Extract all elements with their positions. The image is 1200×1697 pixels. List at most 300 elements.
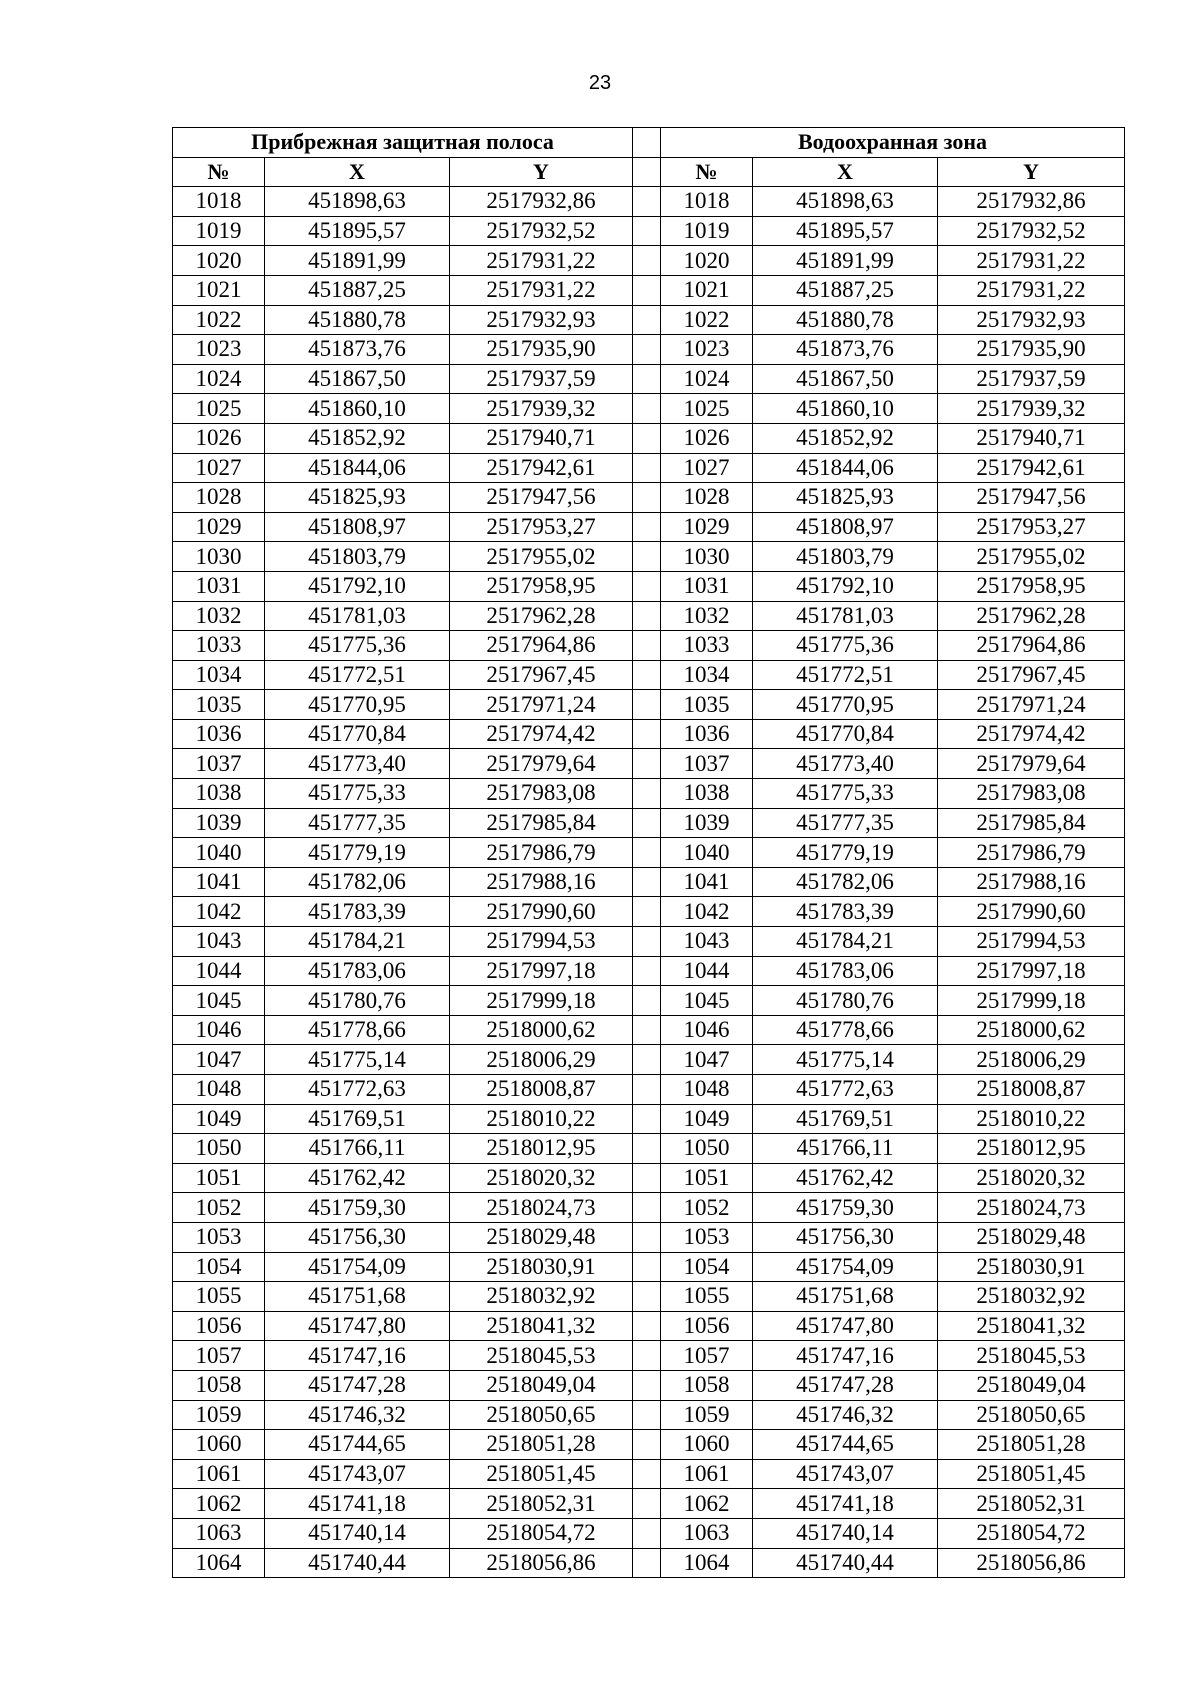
- right-number-cell: 1045: [661, 986, 753, 1016]
- column-gap: [633, 1341, 661, 1371]
- left-y-cell: 2517955,02: [450, 542, 633, 572]
- left-y-cell: 2518032,92: [450, 1282, 633, 1312]
- column-gap: [633, 305, 661, 335]
- left-y-cell: 2518010,22: [450, 1104, 633, 1134]
- right-number-cell: 1056: [661, 1311, 753, 1341]
- left-number-cell: 1023: [173, 335, 265, 365]
- right-number-cell: 1057: [661, 1341, 753, 1371]
- right-number-cell: 1055: [661, 1282, 753, 1312]
- table-row: [173, 571, 1125, 601]
- right-y-cell: 2518006,29: [938, 1045, 1125, 1075]
- column-gap: [633, 601, 661, 631]
- right-y-cell: 2517947,56: [938, 483, 1125, 513]
- left-x-cell: 451880,78: [265, 305, 450, 335]
- table-row: [173, 542, 1125, 572]
- right-number-cell: 1054: [661, 1252, 753, 1282]
- left-x-cell: 451887,25: [265, 275, 450, 305]
- table-row: [173, 1015, 1125, 1045]
- left-y-cell: 2517967,45: [450, 660, 633, 690]
- table-row: [173, 1222, 1125, 1252]
- left-x-cell: 451777,35: [265, 808, 450, 838]
- left-x-cell: 451744,65: [265, 1430, 450, 1460]
- right-x-cell: 451792,10: [753, 571, 938, 601]
- left-number-cell: 1029: [173, 512, 265, 542]
- left-y-cell: 2518052,31: [450, 1489, 633, 1519]
- right-y-cell: 2517931,22: [938, 275, 1125, 305]
- right-number-cell: 1043: [661, 927, 753, 957]
- column-gap: [633, 394, 661, 424]
- left-x-cell: 451766,11: [265, 1134, 450, 1164]
- left-x-cell: 451770,84: [265, 719, 450, 749]
- column-gap: [633, 808, 661, 838]
- left-y-cell: 2518056,86: [450, 1548, 633, 1578]
- right-number-cell: 1025: [661, 394, 753, 424]
- right-x-cell: 451740,44: [753, 1548, 938, 1578]
- table-row: [173, 1163, 1125, 1193]
- right-x-cell: 451772,63: [753, 1075, 938, 1105]
- left-y-cell: 2517971,24: [450, 690, 633, 720]
- right-x-cell: 451756,30: [753, 1222, 938, 1252]
- right-y-cell: 2518010,22: [938, 1104, 1125, 1134]
- right-y-cell: 2518056,86: [938, 1548, 1125, 1578]
- right-y-cell: 2517964,86: [938, 631, 1125, 661]
- left-number-cell: 1030: [173, 542, 265, 572]
- left-y-cell: 2517979,64: [450, 749, 633, 779]
- table-row: [173, 335, 1125, 365]
- left-number-cell: 1038: [173, 779, 265, 809]
- column-gap: [633, 453, 661, 483]
- left-number-cell: 1052: [173, 1193, 265, 1223]
- left-x-cell: 451784,21: [265, 927, 450, 957]
- right-x-cell: 451778,66: [753, 1015, 938, 1045]
- right-y-cell: 2517967,45: [938, 660, 1125, 690]
- right-y-cell: 2517994,53: [938, 927, 1125, 957]
- table-row: [173, 1282, 1125, 1312]
- table-row: [173, 779, 1125, 809]
- column-gap: [633, 1548, 661, 1578]
- right-x-cell: 451759,30: [753, 1193, 938, 1223]
- column-gap: [633, 1075, 661, 1105]
- right-y-cell: 2518051,28: [938, 1430, 1125, 1460]
- right-y-cell: 2517932,86: [938, 187, 1125, 217]
- column-gap: [633, 867, 661, 897]
- left-number-cell: 1019: [173, 216, 265, 246]
- table-row: [173, 631, 1125, 661]
- column-gap: [633, 1282, 661, 1312]
- right-x-cell: 451740,14: [753, 1518, 938, 1548]
- column-gap: [633, 157, 661, 187]
- right-number-cell: 1049: [661, 1104, 753, 1134]
- right-number-cell: 1046: [661, 1015, 753, 1045]
- left-y-cell: 2517962,28: [450, 601, 633, 631]
- table-row: [173, 690, 1125, 720]
- table-row: [173, 512, 1125, 542]
- right-x-cell: 451777,35: [753, 808, 938, 838]
- right-x-cell: 451825,93: [753, 483, 938, 513]
- left-x-cell: 451781,03: [265, 601, 450, 631]
- left-x-cell: 451759,30: [265, 1193, 450, 1223]
- right-y-cell: 2517988,16: [938, 867, 1125, 897]
- coordinates-table: [172, 127, 1125, 1578]
- right-number-cell: 1059: [661, 1400, 753, 1430]
- right-x-cell: 451744,65: [753, 1430, 938, 1460]
- table-row: [173, 1370, 1125, 1400]
- left-y-cell: 2517932,86: [450, 187, 633, 217]
- right-x-cell: 451741,18: [753, 1489, 938, 1519]
- left-number-cell: 1055: [173, 1282, 265, 1312]
- right-number-cell: 1064: [661, 1548, 753, 1578]
- left-y-cell: 2517983,08: [450, 779, 633, 809]
- table-row: [173, 749, 1125, 779]
- right-y-cell: 2517983,08: [938, 779, 1125, 809]
- left-number-cell: 1062: [173, 1489, 265, 1519]
- left-x-cell: 451775,14: [265, 1045, 450, 1075]
- table-row: [173, 1045, 1125, 1075]
- column-gap: [633, 986, 661, 1016]
- left-x-cell: 451740,44: [265, 1548, 450, 1578]
- left-x-cell: 451772,63: [265, 1075, 450, 1105]
- left-y-cell: 2517997,18: [450, 956, 633, 986]
- right-number-cell: 1027: [661, 453, 753, 483]
- right-x-cell: 451743,07: [753, 1459, 938, 1489]
- table-row: [173, 305, 1125, 335]
- left-y-cell: 2518030,91: [450, 1252, 633, 1282]
- left-number-cell: 1033: [173, 631, 265, 661]
- coordinates-body: [173, 187, 1125, 1578]
- left-x-cell: 451898,63: [265, 187, 450, 217]
- left-number-cell: 1031: [173, 571, 265, 601]
- left-y-cell: 2518024,73: [450, 1193, 633, 1223]
- left-x-cell: 451783,06: [265, 956, 450, 986]
- right-number-cell: 1036: [661, 719, 753, 749]
- right-y-cell: 2517931,22: [938, 246, 1125, 276]
- left-number-cell: 1034: [173, 660, 265, 690]
- column-gap: [633, 1163, 661, 1193]
- column-gap: [633, 335, 661, 365]
- left-number-cell: 1048: [173, 1075, 265, 1105]
- right-y-cell: 2517986,79: [938, 838, 1125, 868]
- right-x-cell: 451747,80: [753, 1311, 938, 1341]
- left-y-cell: 2517986,79: [450, 838, 633, 868]
- left-x-cell: 451895,57: [265, 216, 450, 246]
- left-x-cell: 451844,06: [265, 453, 450, 483]
- column-gap: [633, 1400, 661, 1430]
- left-number-cell: 1064: [173, 1548, 265, 1578]
- table-row: [173, 927, 1125, 957]
- right-y-cell: 2518032,92: [938, 1282, 1125, 1312]
- right-number-cell: 1028: [661, 483, 753, 513]
- right-y-cell: 2517940,71: [938, 423, 1125, 453]
- column-gap: [633, 1518, 661, 1548]
- column-gap: [633, 423, 661, 453]
- right-x-cell: 451873,76: [753, 335, 938, 365]
- left-y-cell: 2517958,95: [450, 571, 633, 601]
- right-number-cell: 1031: [661, 571, 753, 601]
- left-number-cell: 1060: [173, 1430, 265, 1460]
- left-x-cell: 451808,97: [265, 512, 450, 542]
- right-x-cell: 451782,06: [753, 867, 938, 897]
- right-number-cell: 1053: [661, 1222, 753, 1252]
- left-x-cell: 451769,51: [265, 1104, 450, 1134]
- left-y-cell: 2518008,87: [450, 1075, 633, 1105]
- right-y-cell: 2517979,64: [938, 749, 1125, 779]
- left-number-cell: 1063: [173, 1518, 265, 1548]
- right-x-cell: 451775,36: [753, 631, 938, 661]
- right-x-cell: 451769,51: [753, 1104, 938, 1134]
- table-row: [173, 660, 1125, 690]
- left-y-cell: 2518012,95: [450, 1134, 633, 1164]
- left-number-header: №: [173, 157, 265, 187]
- left-x-cell: 451778,66: [265, 1015, 450, 1045]
- table-row: [173, 483, 1125, 513]
- left-y-cell: 2517932,93: [450, 305, 633, 335]
- right-number-header: №: [661, 157, 753, 187]
- right-number-cell: 1021: [661, 275, 753, 305]
- left-x-cell: 451779,19: [265, 838, 450, 868]
- left-y-cell: 2518051,45: [450, 1459, 633, 1489]
- left-number-cell: 1027: [173, 453, 265, 483]
- left-y-cell: 2517988,16: [450, 867, 633, 897]
- column-gap: [633, 275, 661, 305]
- right-number-cell: 1037: [661, 749, 753, 779]
- column-gap: [633, 483, 661, 513]
- right-x-cell: 451747,16: [753, 1341, 938, 1371]
- left-y-cell: 2517974,42: [450, 719, 633, 749]
- right-y-cell: 2518049,04: [938, 1370, 1125, 1400]
- left-number-cell: 1037: [173, 749, 265, 779]
- right-number-cell: 1062: [661, 1489, 753, 1519]
- column-gap: [633, 1015, 661, 1045]
- table-row: [173, 986, 1125, 1016]
- right-x-cell: 451844,06: [753, 453, 938, 483]
- left-number-cell: 1041: [173, 867, 265, 897]
- left-x-cell: 451756,30: [265, 1222, 450, 1252]
- right-y-cell: 2517932,52: [938, 216, 1125, 246]
- right-x-cell: 451779,19: [753, 838, 938, 868]
- right-y-cell: 2517985,84: [938, 808, 1125, 838]
- left-y-cell: 2517931,22: [450, 246, 633, 276]
- right-number-cell: 1024: [661, 364, 753, 394]
- left-x-cell: 451852,92: [265, 423, 450, 453]
- left-x-cell: 451754,09: [265, 1252, 450, 1282]
- right-number-cell: 1044: [661, 956, 753, 986]
- table-row: [173, 1252, 1125, 1282]
- left-y-header: Y: [450, 157, 633, 187]
- left-number-cell: 1020: [173, 246, 265, 276]
- right-number-cell: 1058: [661, 1370, 753, 1400]
- right-x-cell: 451751,68: [753, 1282, 938, 1312]
- column-gap: [633, 719, 661, 749]
- right-x-cell: 451770,95: [753, 690, 938, 720]
- column-gap: [633, 1134, 661, 1164]
- column-gap: [633, 927, 661, 957]
- left-x-cell: 451775,36: [265, 631, 450, 661]
- left-x-cell: 451743,07: [265, 1459, 450, 1489]
- left-number-cell: 1021: [173, 275, 265, 305]
- right-y-cell: 2517953,27: [938, 512, 1125, 542]
- right-x-cell: 451780,76: [753, 986, 938, 1016]
- column-gap: [633, 660, 661, 690]
- right-y-cell: 2517958,95: [938, 571, 1125, 601]
- left-y-cell: 2517947,56: [450, 483, 633, 513]
- left-number-cell: 1024: [173, 364, 265, 394]
- table-row: [173, 867, 1125, 897]
- table-row: [173, 1489, 1125, 1519]
- right-x-cell: 451803,79: [753, 542, 938, 572]
- left-y-cell: 2518049,04: [450, 1370, 633, 1400]
- right-x-cell: 451746,32: [753, 1400, 938, 1430]
- left-y-cell: 2517985,84: [450, 808, 633, 838]
- right-y-cell: 2518054,72: [938, 1518, 1125, 1548]
- column-gap: [633, 216, 661, 246]
- left-y-cell: 2517942,61: [450, 453, 633, 483]
- left-x-cell: 451783,39: [265, 897, 450, 927]
- left-number-cell: 1054: [173, 1252, 265, 1282]
- left-x-cell: 451747,28: [265, 1370, 450, 1400]
- column-gap: [633, 1193, 661, 1223]
- right-y-cell: 2517971,24: [938, 690, 1125, 720]
- table-row: [173, 719, 1125, 749]
- column-gap: [633, 1430, 661, 1460]
- right-x-cell: 451887,25: [753, 275, 938, 305]
- page-number: 23: [588, 72, 612, 94]
- right-y-cell: 2517935,90: [938, 335, 1125, 365]
- left-number-cell: 1049: [173, 1104, 265, 1134]
- right-number-cell: 1022: [661, 305, 753, 335]
- column-gap: [633, 571, 661, 601]
- left-y-cell: 2518006,29: [450, 1045, 633, 1075]
- column-gap: [633, 1252, 661, 1282]
- left-y-cell: 2517940,71: [450, 423, 633, 453]
- right-y-cell: 2518008,87: [938, 1075, 1125, 1105]
- left-number-cell: 1050: [173, 1134, 265, 1164]
- right-y-cell: 2518029,48: [938, 1222, 1125, 1252]
- table-row: [173, 1341, 1125, 1371]
- right-y-cell: 2518012,95: [938, 1134, 1125, 1164]
- right-y-cell: 2517962,28: [938, 601, 1125, 631]
- right-number-cell: 1063: [661, 1518, 753, 1548]
- left-number-cell: 1022: [173, 305, 265, 335]
- right-y-header: Y: [938, 157, 1125, 187]
- table-row: [173, 394, 1125, 424]
- left-y-cell: 2518050,65: [450, 1400, 633, 1430]
- left-x-cell: 451747,80: [265, 1311, 450, 1341]
- left-x-cell: 451746,32: [265, 1400, 450, 1430]
- left-x-cell: 451751,68: [265, 1282, 450, 1312]
- table-row: [173, 423, 1125, 453]
- table-row: [173, 1075, 1125, 1105]
- right-y-cell: 2518024,73: [938, 1193, 1125, 1223]
- left-y-cell: 2518045,53: [450, 1341, 633, 1371]
- right-x-cell: 451808,97: [753, 512, 938, 542]
- column-gap: [633, 512, 661, 542]
- left-x-header: X: [265, 157, 450, 187]
- right-x-cell: 451766,11: [753, 1134, 938, 1164]
- left-number-cell: 1046: [173, 1015, 265, 1045]
- left-y-cell: 2517953,27: [450, 512, 633, 542]
- right-number-cell: 1038: [661, 779, 753, 809]
- right-y-cell: 2518051,45: [938, 1459, 1125, 1489]
- left-number-cell: 1044: [173, 956, 265, 986]
- left-y-cell: 2517994,53: [450, 927, 633, 957]
- table-row: [173, 1193, 1125, 1223]
- right-y-cell: 2518050,65: [938, 1400, 1125, 1430]
- left-y-cell: 2517931,22: [450, 275, 633, 305]
- table-row: [173, 1400, 1125, 1430]
- right-x-cell: 451747,28: [753, 1370, 938, 1400]
- section-title-row: [173, 128, 1125, 158]
- left-number-cell: 1056: [173, 1311, 265, 1341]
- right-y-cell: 2518030,91: [938, 1252, 1125, 1282]
- left-x-cell: 451782,06: [265, 867, 450, 897]
- right-y-cell: 2517955,02: [938, 542, 1125, 572]
- right-x-header: X: [753, 157, 938, 187]
- left-number-cell: 1026: [173, 423, 265, 453]
- right-x-cell: 451867,50: [753, 364, 938, 394]
- right-y-cell: 2517990,60: [938, 897, 1125, 927]
- table-row: [173, 246, 1125, 276]
- table-row: [173, 1459, 1125, 1489]
- left-x-cell: 451770,95: [265, 690, 450, 720]
- column-gap: [633, 838, 661, 868]
- left-number-cell: 1039: [173, 808, 265, 838]
- left-x-cell: 451740,14: [265, 1518, 450, 1548]
- table-row: [173, 1104, 1125, 1134]
- right-x-cell: 451775,14: [753, 1045, 938, 1075]
- table-row: [173, 453, 1125, 483]
- right-y-cell: 2517942,61: [938, 453, 1125, 483]
- table-row: [173, 1548, 1125, 1578]
- left-section-title: Прибрежная защитная полоса: [173, 128, 633, 158]
- right-number-cell: 1023: [661, 335, 753, 365]
- column-gap: [633, 542, 661, 572]
- column-gap: [633, 364, 661, 394]
- right-number-cell: 1035: [661, 690, 753, 720]
- right-x-cell: 451754,09: [753, 1252, 938, 1282]
- right-number-cell: 1029: [661, 512, 753, 542]
- left-y-cell: 2517990,60: [450, 897, 633, 927]
- left-number-cell: 1040: [173, 838, 265, 868]
- right-x-cell: 451852,92: [753, 423, 938, 453]
- column-gap: [633, 1045, 661, 1075]
- right-number-cell: 1061: [661, 1459, 753, 1489]
- left-number-cell: 1047: [173, 1045, 265, 1075]
- table-row: [173, 956, 1125, 986]
- left-y-cell: 2517937,59: [450, 364, 633, 394]
- right-x-cell: 451762,42: [753, 1163, 938, 1193]
- left-number-cell: 1059: [173, 1400, 265, 1430]
- right-x-cell: 451773,40: [753, 749, 938, 779]
- left-y-cell: 2518041,32: [450, 1311, 633, 1341]
- table-row: [173, 275, 1125, 305]
- right-y-cell: 2517997,18: [938, 956, 1125, 986]
- right-number-cell: 1039: [661, 808, 753, 838]
- table-row: [173, 1430, 1125, 1460]
- right-x-cell: 451770,84: [753, 719, 938, 749]
- right-y-cell: 2518052,31: [938, 1489, 1125, 1519]
- right-number-cell: 1033: [661, 631, 753, 661]
- column-gap: [633, 631, 661, 661]
- left-x-cell: 451780,76: [265, 986, 450, 1016]
- right-y-cell: 2517937,59: [938, 364, 1125, 394]
- right-number-cell: 1030: [661, 542, 753, 572]
- right-x-cell: 451783,39: [753, 897, 938, 927]
- column-gap: [633, 690, 661, 720]
- left-y-cell: 2518029,48: [450, 1222, 633, 1252]
- right-number-cell: 1018: [661, 187, 753, 217]
- left-number-cell: 1043: [173, 927, 265, 957]
- left-y-cell: 2518020,32: [450, 1163, 633, 1193]
